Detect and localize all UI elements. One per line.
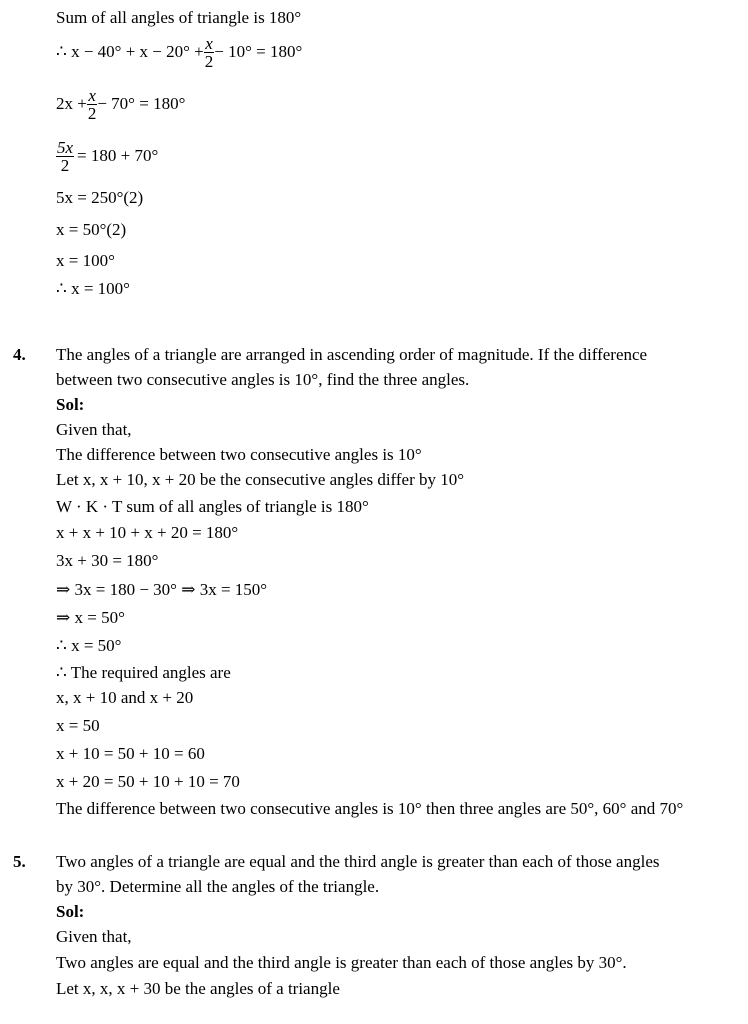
equation-3 <box>56 132 158 180</box>
q4-given: Given that, <box>56 420 132 439</box>
equation-7: ∴ x = 100° <box>56 279 130 298</box>
question-5-number: 5. <box>13 852 26 871</box>
equation-3-right: = 180 + 70° <box>77 146 159 165</box>
q4-step-6: x, x + 10 and x + 20 <box>56 688 194 707</box>
q5-let-line: Let x, x, x + 30 be the angles of a triangle <box>56 979 340 998</box>
fraction-numerator: x <box>88 85 96 105</box>
q4-step-7: x = 50 <box>56 716 100 735</box>
q4-step-9: x + 20 = 50 + 10 + 10 = 70 <box>56 772 240 791</box>
fraction-denominator: 2 <box>60 155 70 175</box>
question-4-number: 4. <box>13 345 26 364</box>
equation-2 <box>56 80 185 128</box>
question-4-text-line-2: between two consecutive angles is 10°, find the three angles. <box>56 370 470 389</box>
question-4-text-line-1: The angles of a triangle are arranged in ascending order of magnitude. If the difference <box>56 345 648 364</box>
equation-1-fraction <box>204 35 215 70</box>
q4-let-line: Let x, x + 10, x + 20 be the consecutive angles differ by 10° <box>56 470 465 489</box>
question-5-sol-label: Sol: <box>56 902 85 921</box>
q4-required: ∴ The required angles are <box>56 663 231 682</box>
q4-step-3: ⇒ 3x = 180 − 30° ⇒ 3x = 150° <box>56 580 268 599</box>
q4-wkt-line: W · K · T sum of all angles of triangle is 180° <box>56 497 369 516</box>
fraction-denominator: 2 <box>204 51 214 71</box>
q4-step-2: 3x + 30 = 180° <box>56 551 159 570</box>
q5-given: Given that, <box>56 927 132 946</box>
question-5-text-line-2: by 30°. Determine all the angles of the triangle. <box>56 877 380 896</box>
equation-1-right: − 10° = 180° <box>214 42 303 61</box>
fraction-numerator: 5x <box>57 137 74 157</box>
q4-step-4: ⇒ x = 50° <box>56 608 125 627</box>
q4-step-5: ∴ x = 50° <box>56 636 122 655</box>
q4-step-1: x + x + 10 + x + 20 = 180° <box>56 523 239 542</box>
equation-2-fraction <box>87 87 98 122</box>
q4-conclusion: The difference between two consecutive angles is 10° then three angles are 50°, 60° and 70° <box>56 799 684 818</box>
equation-6: x = 100° <box>56 251 115 270</box>
question-5-text-line-1: Two angles of a triangle are equal and the third angle is greater than each of those angles <box>56 852 660 871</box>
question-4-sol-label: Sol: <box>56 395 85 414</box>
equation-2-left: 2x + <box>56 94 87 113</box>
q4-step-8: x + 10 = 50 + 10 = 60 <box>56 744 205 763</box>
equation-3-fraction <box>56 139 74 174</box>
equation-1-left: ∴ x − 40° + x − 20° + <box>56 42 204 61</box>
equation-1 <box>56 28 302 76</box>
q4-difference: The difference between two consecutive angles is 10° <box>56 445 422 464</box>
fraction-numerator: x <box>205 33 213 53</box>
sum-of-angles-line: Sum of all angles of triangle is 180° <box>56 8 302 27</box>
equation-4: 5x = 250°(2) <box>56 188 144 207</box>
q5-restate: Two angles are equal and the third angle is greater than each of those angles by 30°. <box>56 953 627 972</box>
equation-5: x = 50°(2) <box>56 220 127 239</box>
equation-2-right: − 70° = 180° <box>97 94 186 113</box>
fraction-denominator: 2 <box>87 103 97 123</box>
